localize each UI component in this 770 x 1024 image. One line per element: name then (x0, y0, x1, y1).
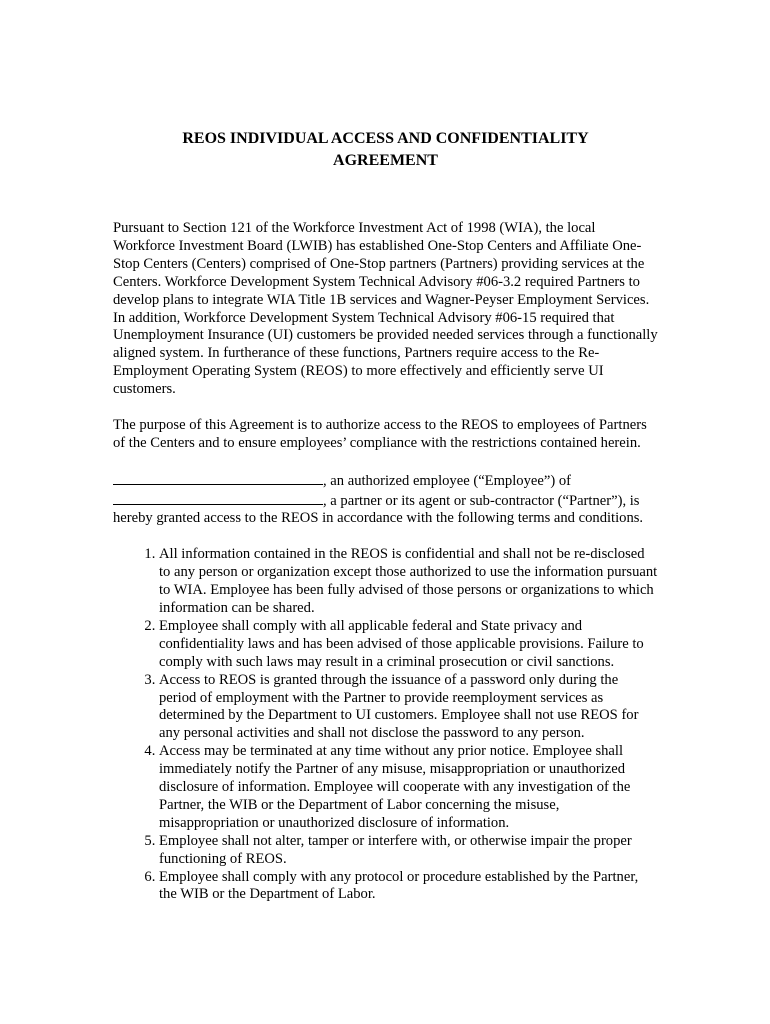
intro-paragraph: Pursuant to Section 121 of the Workforce Investment Act of 1998 (WIA), the local Workforce Investment Board (LWIB) has established One-Stop Centers and Affiliate One-Stop Centers (Centers) comprised of One-Stop partners (Partners) providing services at the Centers. Workforce Development System Technical Advisory #06-3.2 required Partners to develop plans to integrate WIA Title 1B services and Wagner-Peyser Employment Services. In addition, Workforce Development System Technical Advisory #06-15 required that Unemployment Insurance (UI) customers be provided needed services through a functionally aligned system. In furtherance of these functions, Partners require access to the Re-Employment Operating System (REOS) to more effectively and efficiently serve UI customers. (113, 220, 658, 398)
term-item: 5. Employee shall not alter, tamper or interfere with, or otherwise impair the proper functioning of REOS. (159, 833, 658, 869)
partner-name-blank[interactable] (113, 491, 323, 505)
document-title (113, 128, 658, 172)
term-item: 1. All information contained in the REOS is confidential and shall not be re-disclosed to any person or organization except those authorized to use the information pursuant to WIA. Employee has been fully advised of those persons or organizations to which information can be shared. (159, 546, 658, 618)
employee-name-blank[interactable] (113, 471, 323, 485)
term-item: 3. Access to REOS is granted through the issuance of a password only during the period of employment with the Partner to provide reemployment services as determined by the Department to UI customers. Employee shall not use REOS for any personal activities and shall not disclose the password to any person. (159, 672, 658, 744)
document-page (113, 128, 658, 904)
grant-text-employee: , an authorized employee (“Employee”) of (323, 472, 571, 489)
term-item: 4. Access may be terminated at any time without any prior notice. Employee shall immediately notify the Partner of any misuse, misappropriation or unauthorized disclosure of information. Employee will cooperate with any investigation of the Partner, the WIB or the Department of Labor concerning the misuse, misappropriation or unauthorized disclosure of information. (159, 743, 658, 833)
term-item: 2. Employee shall comply with all applicable federal and State privacy and confidentiality laws and has been advised of those applicable provisions. Failure to comply with such laws may result in a criminal prosecution or civil sanctions. (159, 618, 658, 672)
purpose-paragraph: The purpose of this Agreement is to authorize access to the REOS to employees of Partners of the Centers and to ensure employees’ compliance with the restrictions contained herein. (113, 416, 647, 451)
grant-paragraph (113, 471, 658, 529)
title-line-2: AGREEMENT (333, 152, 438, 169)
terms-list (113, 546, 658, 904)
term-item: 6. Employee shall comply with any protocol or procedure established by the Partner, the WIB or the Department of Labor. (159, 869, 658, 905)
title-line-1: REOS INDIVIDUAL ACCESS AND CONFIDENTIALITY (182, 130, 589, 147)
grant-text-partner: , a partner or its agent or sub-contractor (“Partner”), is hereby granted access to the REOS in accordance with the following terms and conditions. (113, 492, 644, 527)
